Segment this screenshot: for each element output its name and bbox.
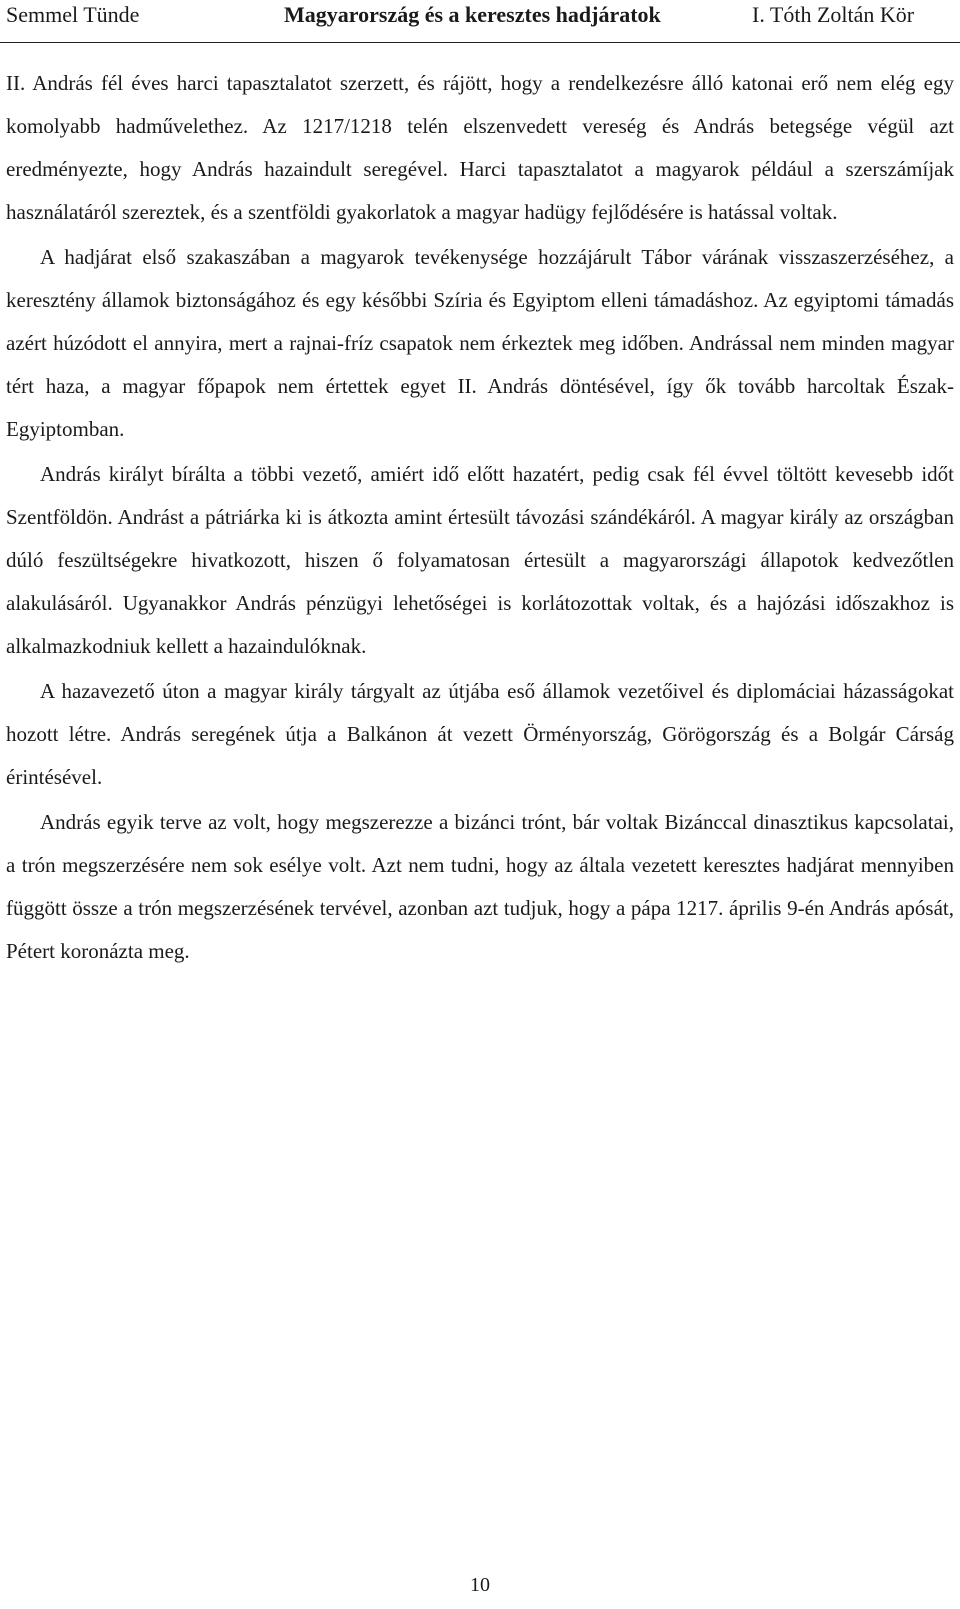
page-header [0,0,960,43]
page-footer [0,1570,960,1600]
paragraph: A hadjárat első szakaszában a magyarok tevékenysége hozzájárult Tábor várának visszaszerzéséhez, a keresztény államok biztonságához és egy későbbi Szíria és Egyiptom elleni támadáshoz. Az egyiptomi támadás azért húzódott el annyira, mert a rajnai-fríz csapatok nem érkeztek meg időben. Andrással nem minden magyar tért haza, a magyar főpapok nem értettek egyet II. András döntésével, így ők tovább harcoltak Észak-Egyiptomban. [6,245,954,441]
page-number: 10 [470,1574,490,1596]
paragraph: II. András fél éves harci tapasztalatot szerzett, és rájött, hogy a rendelkezésre álló katonai erő nem elég egy komolyabb hadművelethez. Az 1217/1218 telén elszenvedett vereség és András betegsége végül azt eredményezte, hogy András hazaindult seregével. Harci tapasztalatot a magyarok például a szerszámíjak használatáról szereztek, és a szentföldi gyakorlatok a magyar hadügy fejlődésére is hatással voltak. [6,71,954,224]
paragraph: András egyik terve az volt, hogy megszerezze a bizánci trónt, bár voltak Bizánccal dinasztikus kapcsolatai, a trón megszerzésére nem sok esélye volt. Azt nem tudni, hogy az általa vezetett keresztes hadjárat mennyiben függött össze a trón megszerzésének tervével, azonban azt tudjuk, hogy a pápa 1217. április 9-én András apósát, Pétert koronázta meg. [6,810,954,963]
paragraph: A hazavezető úton a magyar király tárgyalt az útjába eső államok vezetőivel és diplomáciai házasságokat hozott létre. András seregének útja a Balkánon át vezett Örményország, Görögország és a Bolgár Cárság érintésével. [6,679,954,789]
header-title: Magyarország és a keresztes hadjáratok [284,2,661,27]
header-circle: I. Tóth Zoltán Kör [752,2,915,27]
header-author: Semmel Tünde [6,2,140,27]
paragraph: András királyt bírálta a többi vezető, amiért idő előtt hazatért, pedig csak fél évvel töltött kevesebb időt Szentföldön. Andrást a pátriárka ki is átkozta amint értesült távozási szándékáról. A magyar király az országban dúló feszültségekre hivatkozott, hiszen ő folyamatosan értesült a magyarországi állapotok kedvezőtlen alakulásáról. Ugyanakkor András pénzügyi lehetőségei is korlátozottak voltak, és a hajózási időszakhoz is alkalmazkodniuk kellett a hazaindulóknak. [6,462,954,658]
document-body [6,62,954,973]
